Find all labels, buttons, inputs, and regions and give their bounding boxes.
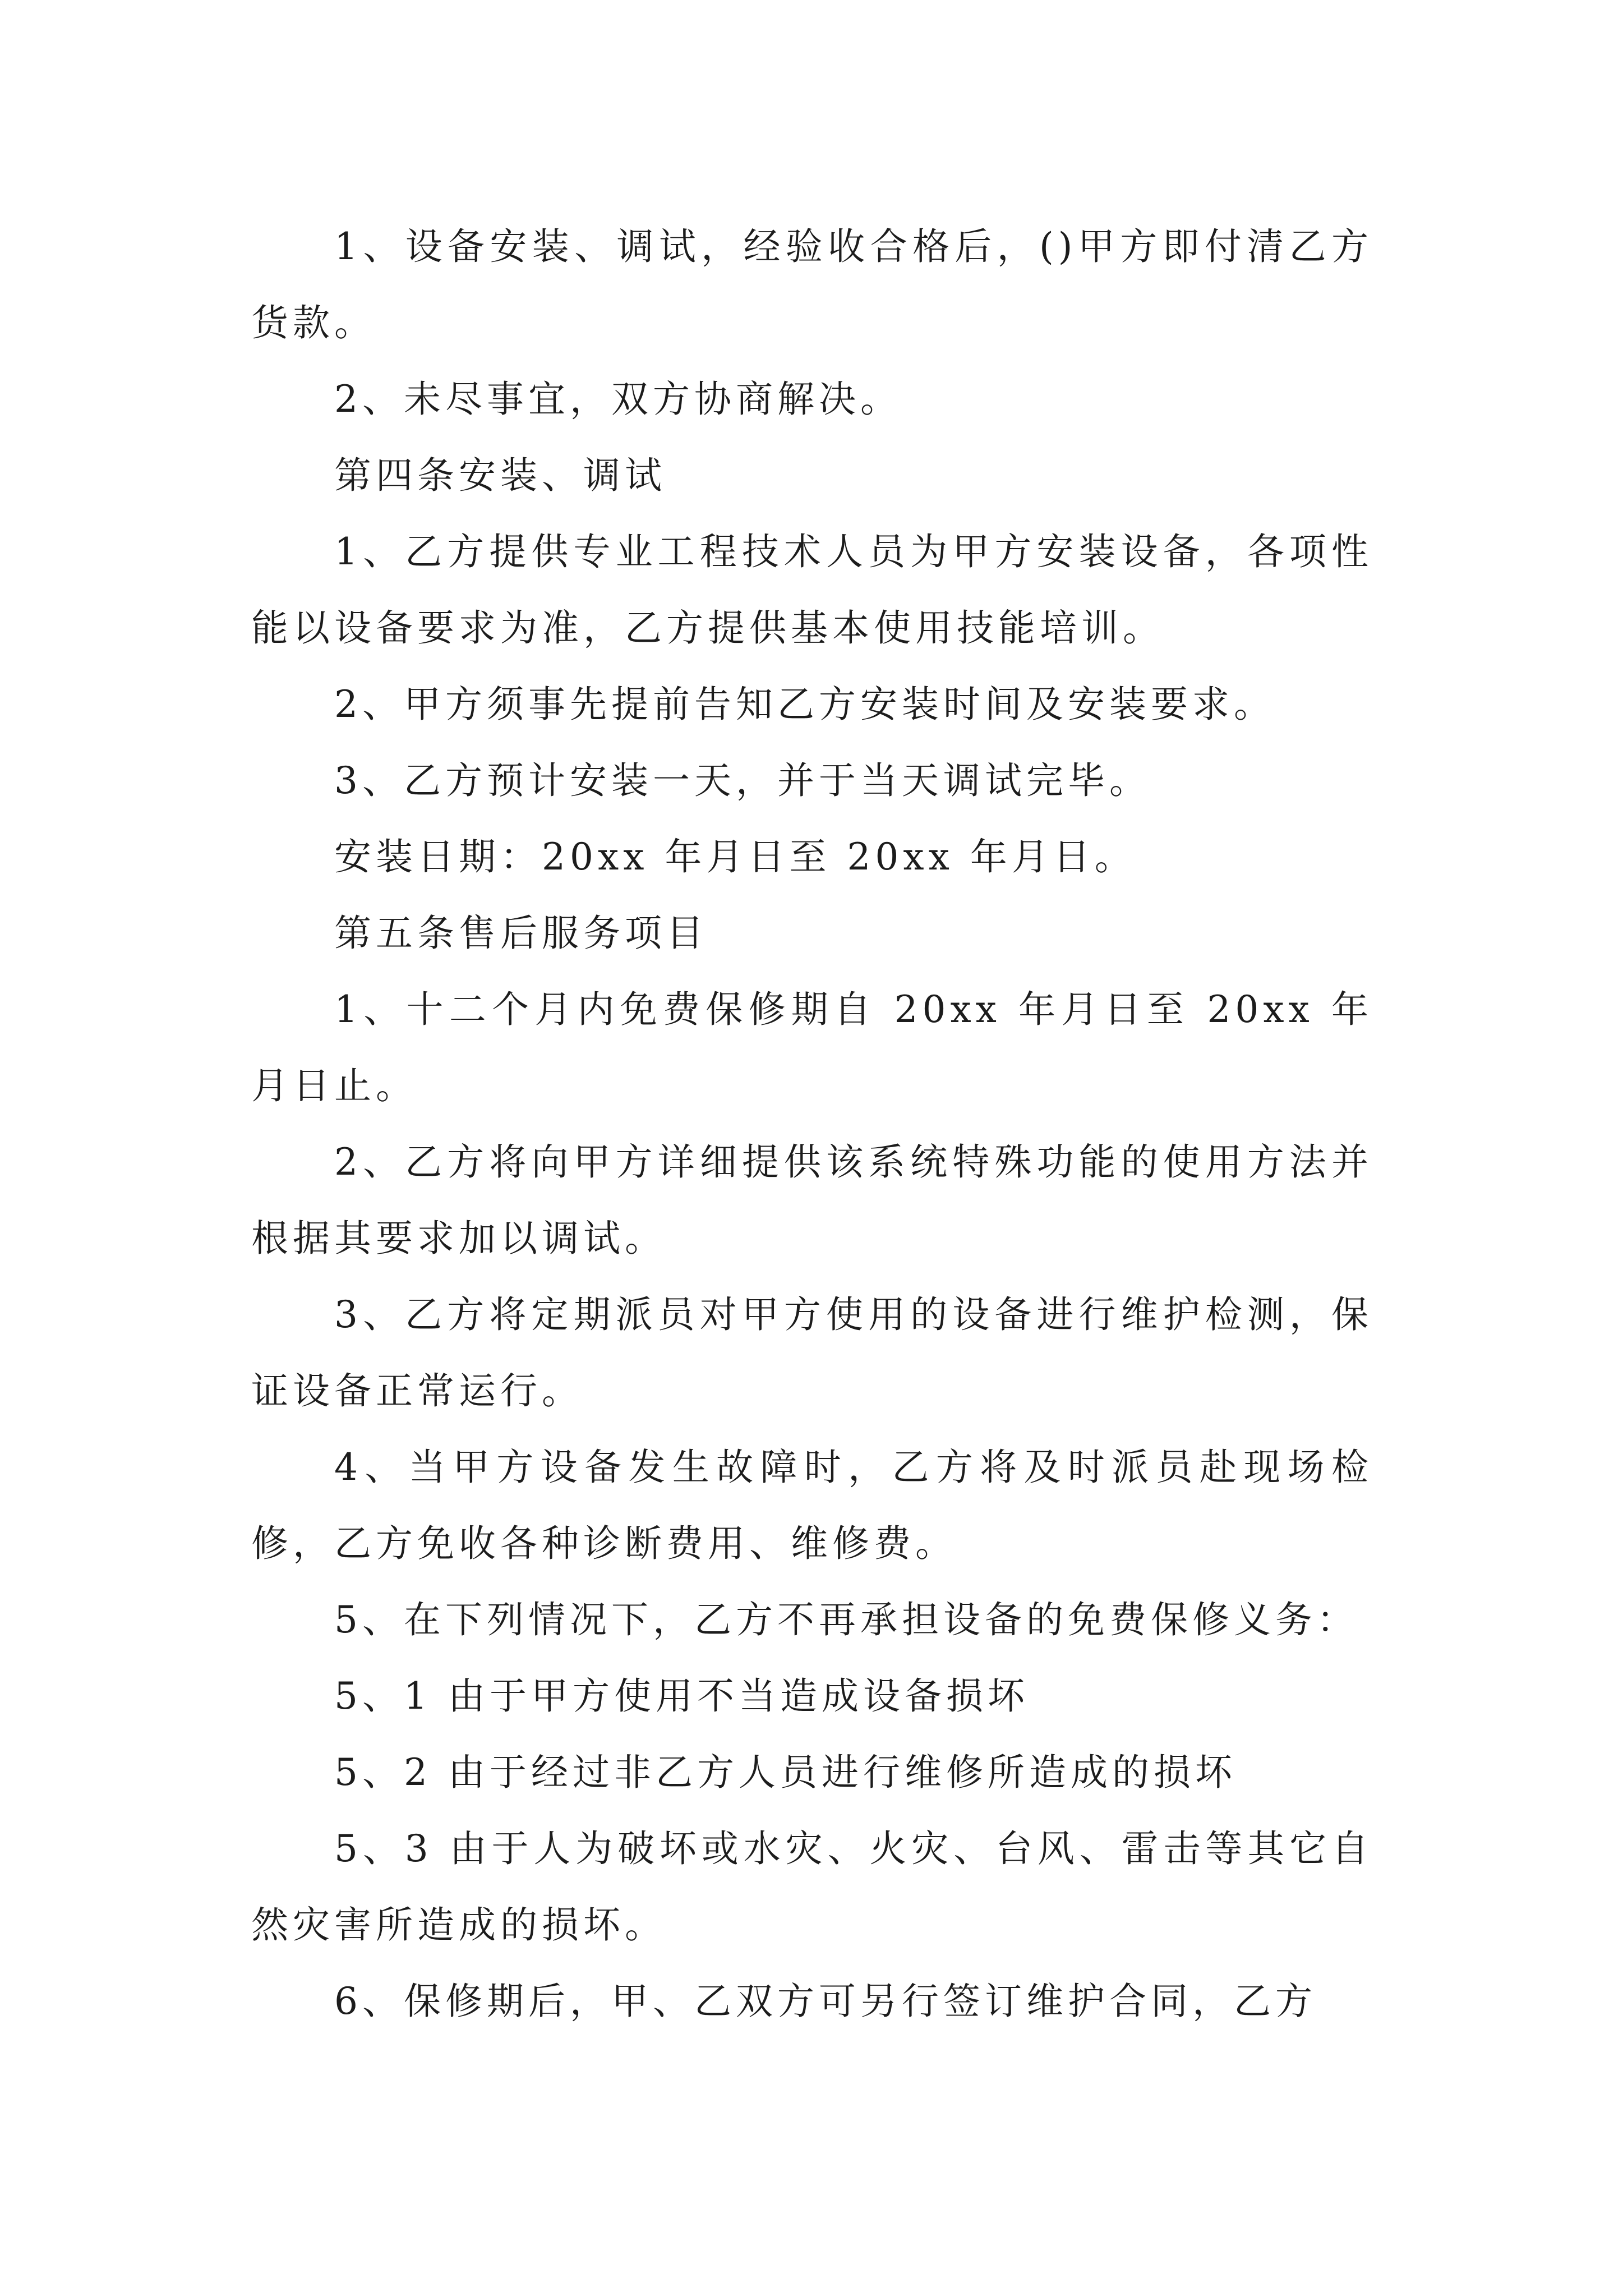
paragraph-unresolved-matters: 2、未尽事宜，双方协商解决。 — [334, 378, 902, 421]
paragraph-post-warranty: 6、保修期后，甲、乙双方可另行签订维护合同，乙方 — [334, 1980, 1317, 2023]
section-heading-article-4: 第四条安装、调试 — [334, 454, 666, 497]
paragraph-exclusion-unauthorized-repair: 5、2 由于经过非乙方人员进行维修所造成的损坏 — [334, 1751, 1237, 1794]
paragraph-install-date: 安装日期：20xx 年月日至 20xx 年月日。 — [334, 835, 1136, 878]
paragraph-feature-guidance: 2、乙方将向甲方详细提供该系统特殊功能的使用方法并根据其要求加以调试。 — [251, 1140, 1373, 1260]
paragraph-exclusion-misuse: 5、1 由于甲方使用不当造成设备损坏 — [334, 1674, 1029, 1718]
paragraph-periodic-maintenance: 3、乙方将定期派员对甲方使用的设备进行维护检测，保证设备正常运行。 — [251, 1293, 1373, 1412]
paragraph-install-duration: 3、乙方预计安装一天，并于当天调试完毕。 — [334, 759, 1151, 802]
paragraph-install-notice: 2、甲方须事先提前告知乙方安装时间及安装要求。 — [334, 683, 1275, 726]
paragraph-install-staff: 1、乙方提供专业工程技术人员为甲方安装设备，各项性能以设备要求为准，乙方提供基本使用技能培训。 — [251, 530, 1373, 650]
paragraph-warranty-exclusions: 5、在下列情况下，乙方不再承担设备的免费保修义务： — [334, 1598, 1358, 1641]
paragraph-payment-terms: 1、设备安装、调试，经验收合格后，()甲方即付清乙方货款。 — [251, 225, 1373, 344]
document-body — [251, 209, 1373, 2040]
paragraph-warranty-period: 1、十二个月内免费保修期自 20xx 年月日至 20xx 年月日止。 — [251, 988, 1373, 1107]
section-heading-article-5: 第五条售后服务项目 — [334, 912, 708, 955]
paragraph-exclusion-disaster: 5、3 由于人为破坏或水灾、火灾、台风、雷击等其它自然灾害所造成的损坏。 — [251, 1827, 1373, 1947]
paragraph-fault-repair: 4、当甲方设备发生故障时，乙方将及时派员赴现场检修，乙方免收各种诊断费用、维修费。 — [251, 1446, 1373, 1565]
